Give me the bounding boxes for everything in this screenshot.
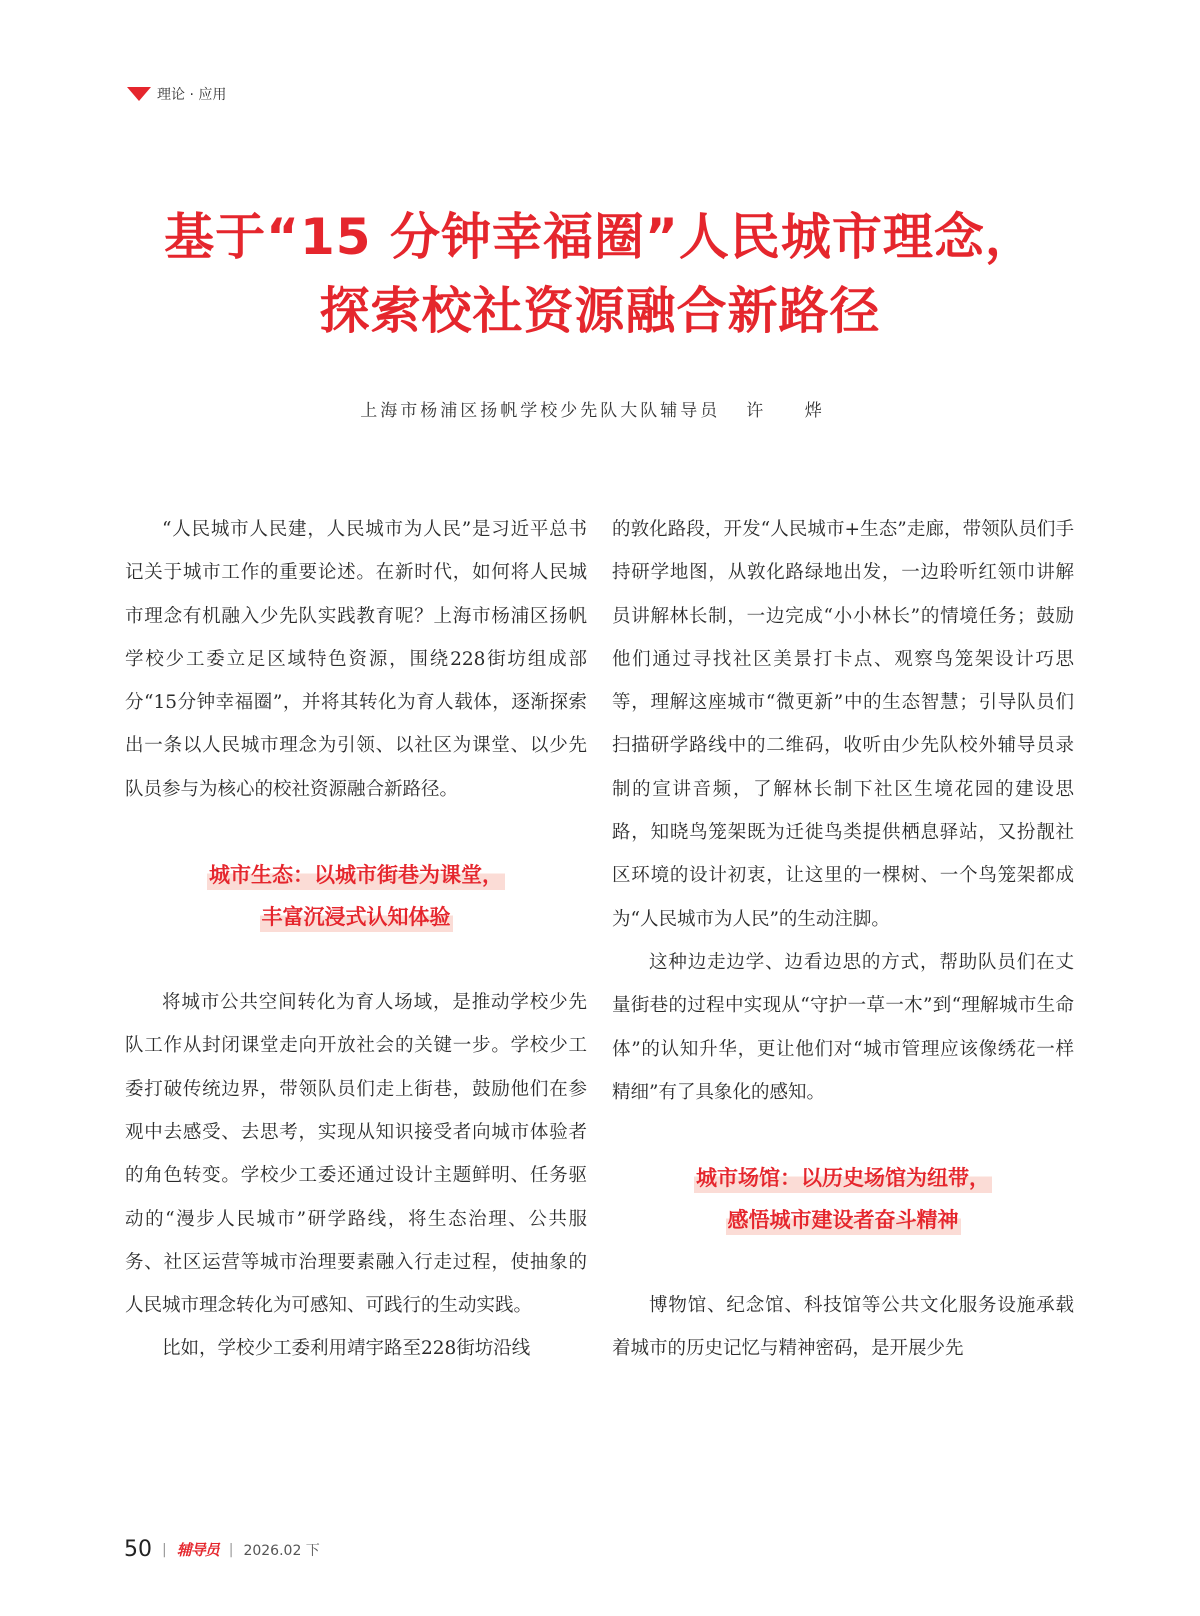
- article-title: [0, 200, 1200, 348]
- divider: |: [228, 1541, 234, 1558]
- subhead-ecology-line-2: 丰富沉浸式认知体验: [260, 902, 453, 932]
- subhead-venues-line-1: 城市场馆：以历史场馆为纽带，: [694, 1163, 992, 1193]
- left-column: [125, 508, 587, 1371]
- page-footer: [124, 1537, 320, 1562]
- paragraph: 这种边走边学、边看边思的方式，帮助队员们在丈量街巷的过程中实现从“守护一草一木”到“理解城市生命体”的认知升华，更让他们对“城市管理应该像绣花一样精细”有了具象化的感知。: [612, 951, 1074, 1103]
- subhead-ecology: [125, 854, 587, 938]
- right-column: [612, 508, 1074, 1371]
- page-number: 50: [124, 1537, 152, 1562]
- paragraph: 将城市公共空间转化为育人场域，是推动学校少先队工作从封闭课堂走向开放社会的关键一步。学校少工委打破传统边界，带领队员们走上街巷，鼓励他们在参观中去感受、去思考，实现从知识接受者向城市体验者的角色转变。学校少工委还通过设计主题鲜明、任务驱动的“漫步人民城市”研学路线，将生态治理、公共服务、社区运营等城市治理要素融入行走过程，使抽象的人民城市理念转化为可感知、可践行的生动实践。: [125, 992, 587, 1317]
- subhead-venues: [612, 1157, 1074, 1241]
- magazine-logo: 辅导员: [176, 1541, 219, 1559]
- section-tag: [127, 84, 226, 104]
- paragraph: 博物馆、纪念馆、科技馆等公共文化服务设施承载着城市的历史记忆与精神密码，是开展少先: [612, 1295, 1074, 1360]
- author-line: [0, 396, 1200, 421]
- intro-paragraph: “人民城市人民建，人民城市为人民”是习近平总书记关于城市工作的重要论述。在新时代，如何将人民城市理念有机融入少先队实践教育呢？上海市杨浦区扬帆学校少工委立足区域特色资源，围绕228街坊组成部分“15分钟幸福圈”，并将其转化为育人载体，逐渐探索出一条以人民城市理念为引领、以社区为课堂、以少先队员参与为核心的校社资源融合新路径。: [125, 519, 587, 800]
- issue-label: 2026.02 下: [243, 1542, 320, 1559]
- title-line-2: 探索校社资源融合新路径: [319, 282, 881, 340]
- section-label: 理论 · 应用: [157, 87, 227, 103]
- triangle-marker-icon: [127, 87, 151, 101]
- divider: |: [162, 1541, 167, 1558]
- paragraph: 比如，学校少工委利用靖宇路至228街坊沿线: [162, 1338, 531, 1360]
- author-affiliation: 上海市杨浦区扬帆学校少先队大队辅导员: [360, 401, 721, 421]
- title-line-1: 基于“15 分钟幸福圈”人民城市理念，: [164, 208, 1036, 266]
- subhead-venues-line-2: 感悟城市建设者奋斗精神: [726, 1205, 961, 1235]
- paragraph-continued: 的敦化路段，开发“人民城市+生态”走廊，带领队员们手持研学地图，从敦化路绿地出发，一边聆听红领巾讲解员讲解林长制，一边完成“小小林长”的情境任务；鼓励他们通过寻找社区美景打卡点、观察鸟笼架设计巧思等，理解这座城市“微更新”中的生态智慧；引导队员们扫描研学路线中的二维码，收听由少先队校外辅导员录制的宣讲音频，了解林长制下社区生境花园的建设思路，知晓鸟笼架既为迁徙鸟类提供栖息驿站，又扮靓社区环境的设计初衷，让这里的一棵树、一个鸟笼架都成为“人民城市为人民”的生动注脚。: [612, 519, 1074, 930]
- subhead-ecology-line-1: 城市生态：以城市街巷为课堂，: [207, 860, 505, 890]
- author-name: 许 烨: [746, 401, 840, 421]
